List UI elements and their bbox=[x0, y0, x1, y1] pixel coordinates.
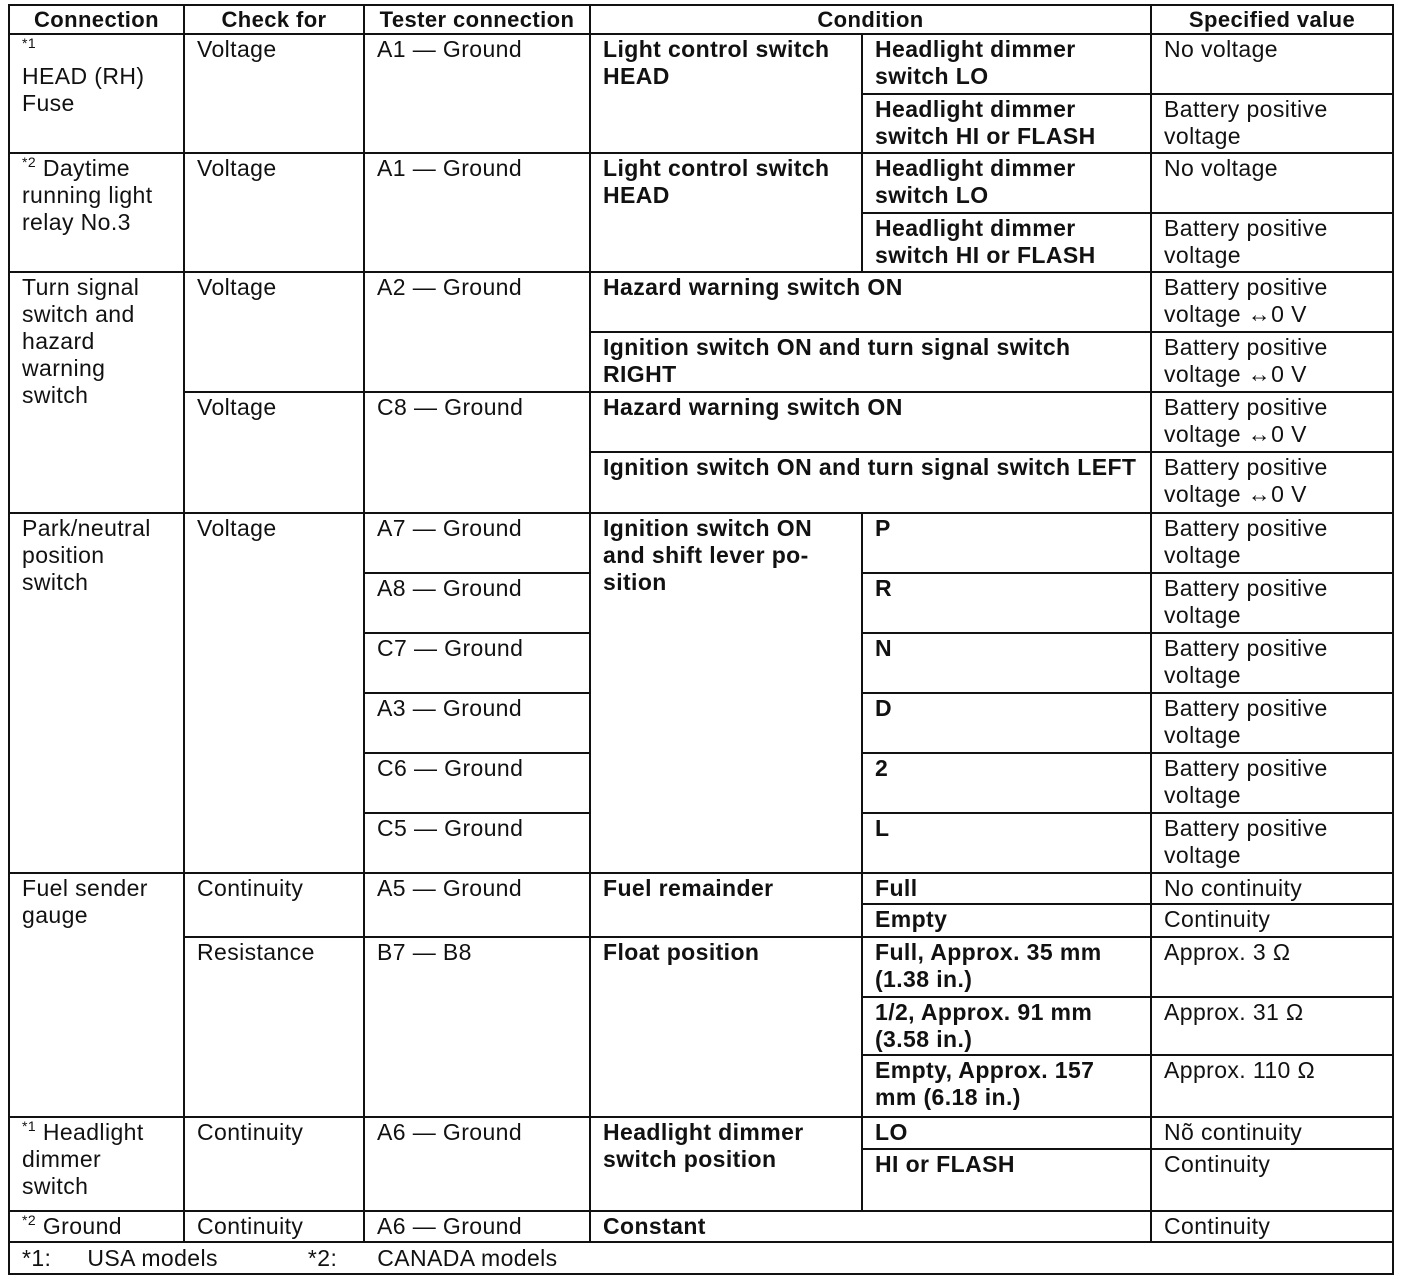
condition-cell: Constant bbox=[590, 1211, 1151, 1242]
sub-condition-cell: Full bbox=[862, 873, 1151, 904]
specified-value-cell: No continuity bbox=[1151, 873, 1393, 904]
tester-connection-cell: A1 — Ground bbox=[364, 34, 590, 153]
specified-value-cell: Battery positive voltage bbox=[1151, 213, 1393, 272]
sub-condition-cell: Headlight dimmer switch HI or FLASH bbox=[862, 213, 1151, 272]
header-check-for: Check for bbox=[184, 5, 364, 34]
connection-label: Headlight dimmer switch bbox=[22, 1119, 144, 1199]
condition-cell: Hazard warning switch ON bbox=[590, 272, 1151, 332]
connection-label: Daytime running light relay No.3 bbox=[22, 155, 153, 235]
specified-value-cell: Approx. 110 Ω bbox=[1151, 1055, 1393, 1117]
check-for-cell: Continuity bbox=[184, 1211, 364, 1242]
specified-value-cell: Approx. 31 Ω bbox=[1151, 997, 1393, 1055]
specified-value-cell: Battery positive voltage ↔0 V bbox=[1151, 332, 1393, 392]
condition-cell: Fuel remainder bbox=[590, 873, 862, 937]
condition-cell: Hazard warning switch ON bbox=[590, 392, 1151, 452]
specified-value-cell: Battery positive voltage bbox=[1151, 633, 1393, 693]
table-row bbox=[9, 392, 1393, 452]
specified-value-cell: Continuity bbox=[1151, 1149, 1393, 1211]
header-condition: Condition bbox=[590, 5, 1151, 34]
specified-value-cell: Battery positive voltage bbox=[1151, 693, 1393, 753]
tester-connection-cell: B7 — B8 bbox=[364, 937, 590, 1117]
sub-condition-cell: Headlight dimmer switch HI or FLASH bbox=[862, 94, 1151, 153]
footnote-usa-models: USA models bbox=[87, 1245, 218, 1271]
sub-condition-cell: LO bbox=[862, 1117, 1151, 1149]
sub-condition-cell: Headlight dimmer switch LO bbox=[862, 153, 1151, 213]
float-position-cell: 1/2, Approx. 91 mm (3.58 in.) bbox=[862, 997, 1151, 1055]
table-row bbox=[9, 34, 1393, 94]
condition-cell: Float position bbox=[590, 937, 862, 1117]
table-row bbox=[9, 513, 1393, 573]
specified-value-cell: Battery positive voltage ↔0 V bbox=[1151, 272, 1393, 332]
check-for-cell: Resistance bbox=[184, 937, 364, 1117]
footnote-row bbox=[9, 1242, 1393, 1274]
sub-condition-cell: HI or FLASH bbox=[862, 1149, 1151, 1211]
connection-label: HEAD (RH) Fuse bbox=[22, 63, 145, 116]
tester-connection-cell: A6 — Ground bbox=[364, 1117, 590, 1211]
specified-value-cell: Battery positive voltage bbox=[1151, 513, 1393, 573]
footnote-mark: *2: bbox=[307, 1245, 338, 1271]
table-row bbox=[9, 873, 1393, 904]
condition-cell: Light control switch HEAD bbox=[590, 153, 862, 272]
tester-connection-cell: C8 — Ground bbox=[364, 392, 590, 513]
tester-connection-cell: A2 — Ground bbox=[364, 272, 590, 392]
footnote-mark: *1: bbox=[22, 1245, 52, 1271]
check-for-cell: Voltage bbox=[184, 513, 364, 873]
footnotes bbox=[9, 1242, 1393, 1274]
shift-position-cell: 2 bbox=[862, 753, 1151, 813]
tester-connection-cell: A7 — Ground bbox=[364, 513, 590, 573]
shift-position-cell: P bbox=[862, 513, 1151, 573]
tester-connection-cell: A5 — Ground bbox=[364, 873, 590, 937]
connection-head-rh-fuse bbox=[9, 34, 184, 153]
shift-position-cell: R bbox=[862, 573, 1151, 633]
specified-value-cell: No voltage bbox=[1151, 34, 1393, 94]
check-for-cell: Continuity bbox=[184, 873, 364, 937]
float-position-cell: Empty, Approx. 157 mm (6.18 in.) bbox=[862, 1055, 1151, 1117]
footnote-mark: *1 bbox=[22, 1118, 37, 1134]
condition-cell: Headlight dimmer switch position bbox=[590, 1117, 862, 1211]
specified-value-cell: Battery positive voltage ↔0 V bbox=[1151, 392, 1393, 452]
shift-position-cell: L bbox=[862, 813, 1151, 873]
tester-connection-cell: C5 — Ground bbox=[364, 813, 590, 873]
footnote-mark: *2 bbox=[22, 1212, 37, 1228]
table-row bbox=[9, 1117, 1393, 1149]
tester-connection-cell: A6 — Ground bbox=[364, 1211, 590, 1242]
inspection-spec-table bbox=[8, 4, 1394, 1275]
specified-value-cell: Continuity bbox=[1151, 904, 1393, 937]
specified-value-cell: Nõ continuity bbox=[1151, 1117, 1393, 1149]
condition-cell: Ignition switch ON and turn signal switch LEFT bbox=[590, 452, 1151, 513]
footnote-mark: *1 bbox=[22, 35, 37, 51]
header-row bbox=[9, 5, 1393, 34]
specified-value-cell: Battery positive voltage bbox=[1151, 813, 1393, 873]
specified-value-cell: No voltage bbox=[1151, 153, 1393, 213]
header-specified-value: Specified value bbox=[1151, 5, 1393, 34]
connection-label: Ground bbox=[42, 1213, 122, 1239]
tester-connection-cell: C7 — Ground bbox=[364, 633, 590, 693]
table-row bbox=[9, 1211, 1393, 1242]
specified-value-cell: Continuity bbox=[1151, 1211, 1393, 1242]
check-for-cell: Voltage bbox=[184, 272, 364, 392]
specified-value-cell: Approx. 3 Ω bbox=[1151, 937, 1393, 997]
check-for-cell: Voltage bbox=[184, 34, 364, 153]
header-tester-connection: Tester connection bbox=[364, 5, 590, 34]
connection-fuel-sender-gauge: Fuel sender gauge bbox=[9, 873, 184, 1117]
connection-ground bbox=[9, 1211, 184, 1242]
tester-connection-cell: C6 — Ground bbox=[364, 753, 590, 813]
footnote-mark: *2 bbox=[22, 154, 37, 170]
shift-position-cell: D bbox=[862, 693, 1151, 753]
shift-position-cell: N bbox=[862, 633, 1151, 693]
check-for-cell: Voltage bbox=[184, 153, 364, 272]
connection-daytime-running-light-relay bbox=[9, 153, 184, 272]
specified-value-cell: Battery positive voltage bbox=[1151, 753, 1393, 813]
table-row bbox=[9, 937, 1393, 997]
table-row bbox=[9, 153, 1393, 213]
check-for-cell: Voltage bbox=[184, 392, 364, 513]
table-row bbox=[9, 272, 1393, 332]
condition-cell: Ignition switch ON and turn signal switch RIGHT bbox=[590, 332, 1151, 392]
tester-connection-cell: A1 — Ground bbox=[364, 153, 590, 272]
condition-cell: Light control switch HEAD bbox=[590, 34, 862, 153]
header-connection: Connection bbox=[9, 5, 184, 34]
condition-cell: Ignition switch ON and shift lever po- sition bbox=[590, 513, 862, 873]
float-position-cell: Full, Approx. 35 mm (1.38 in.) bbox=[862, 937, 1151, 997]
specified-value-cell: Battery positive voltage bbox=[1151, 573, 1393, 633]
specified-value-cell: Battery positive voltage bbox=[1151, 94, 1393, 153]
footnote-canada-models: CANADA models bbox=[377, 1245, 558, 1271]
connection-park-neutral-switch: Park/neutral position switch bbox=[9, 513, 184, 873]
connection-turn-signal-switch: Turn signal switch and hazard warning switch bbox=[9, 272, 184, 513]
check-for-cell: Continuity bbox=[184, 1117, 364, 1211]
tester-connection-cell: A8 — Ground bbox=[364, 573, 590, 633]
sub-condition-cell: Headlight dimmer switch LO bbox=[862, 34, 1151, 94]
specified-value-cell: Battery positive voltage ↔0 V bbox=[1151, 452, 1393, 513]
connection-headlight-dimmer-switch bbox=[9, 1117, 184, 1211]
sub-condition-cell: Empty bbox=[862, 904, 1151, 937]
tester-connection-cell: A3 — Ground bbox=[364, 693, 590, 753]
